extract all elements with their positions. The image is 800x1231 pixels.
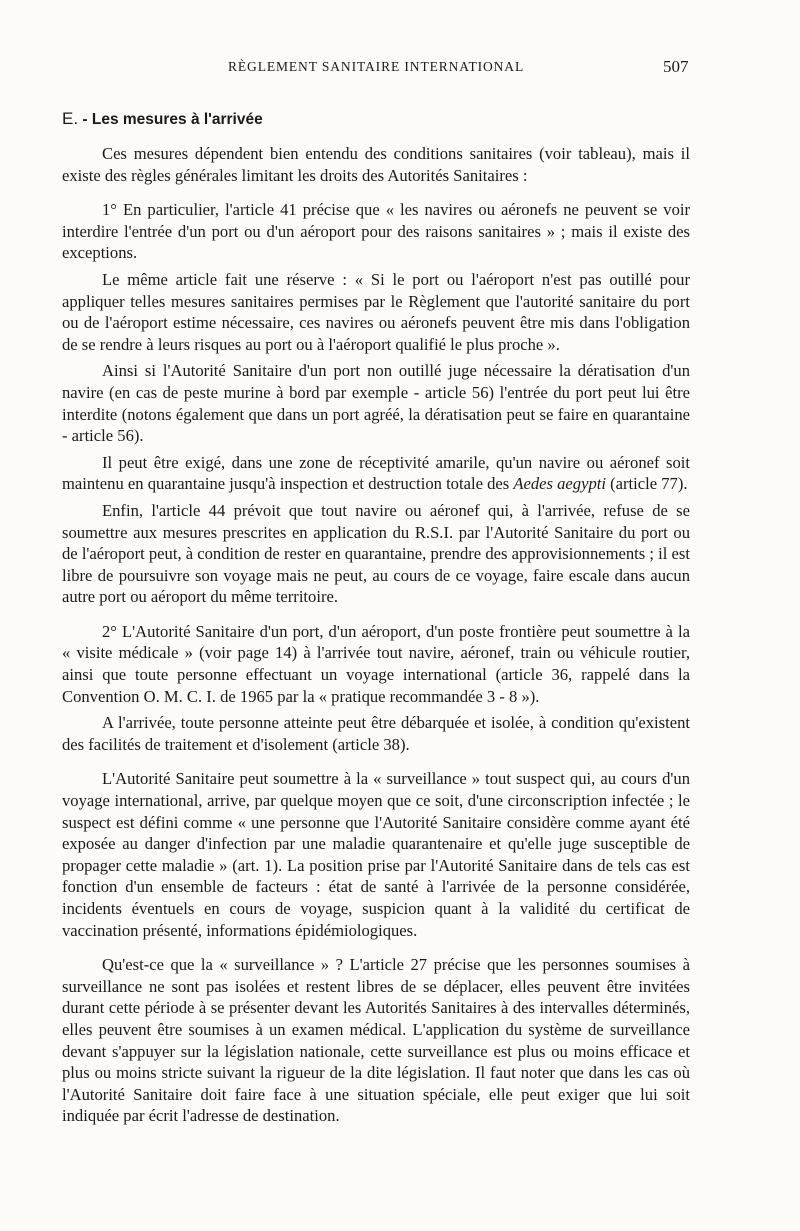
paragraph	[62, 452, 690, 495]
running-header	[0, 57, 800, 81]
paragraph: Ainsi si l'Autorité Sanitaire d'un port non outillé juge nécessaire la dératisation d'un navire (en cas de peste murine à bord par exemple - article 56) l'entrée du port peut lui être interdite (notons également que dans un port agréé, la dératisation peut se faire en quarantaine - article 56).	[62, 361, 690, 446]
paragraph-text: Il peut être exigé, dans une zone de réceptivité amarile, qu'un navire ou aéronef soit maintenu en quarantaine jusqu'à inspection et destruction totale des	[62, 452, 690, 494]
paragraph: 1° En particulier, l'article 41 précise que « les navires ou aéronefs ne peuvent se voir interdire l'entrée d'un port ou d'un aéroport pour des raisons sanitaires » ; mais il existe des exceptions.	[62, 200, 690, 263]
species-name: Aedes aegypti	[513, 474, 606, 494]
running-title: RÈGLEMENT SANITAIRE INTERNATIONAL	[228, 59, 525, 74]
page-number: 507	[663, 57, 689, 76]
section-dash: -	[82, 111, 88, 128]
section-letter: E.	[62, 109, 79, 128]
body-text	[62, 108, 690, 1132]
paragraph: Qu'est-ce que la « surveillance » ? L'article 27 précise que les personnes soumises à surveillance ne sont pas isolées et restent libres de se déplacer, elles peuvent être invitées durant cette période à se présenter devant les Autorités Sanitaires à des intervalles déterminés, elles peuvent être soumises à un examen médical. L'application du système de surveillance devant s'appuyer sur la législation nationale, cette surveillance est plus ou moins efficace et plus ou moins stricte suivant la rigueur de la dite législation. Il faut noter que dans les cas où l'Autorité Sanitaire doit faire face à une situation spéciale, elle peut exiger que lui soit indiquée par écrit l'adresse de destination.	[62, 955, 690, 1126]
section-title: Les mesures à l'arrivée	[91, 111, 263, 128]
paragraph: Enfin, l'article 44 prévoit que tout navire ou aéronef qui, à l'arrivée, refuse de se soumettre aux mesures prescrites en application du R.S.I. par l'Autorité Sanitaire du port ou de l'aéroport peut, à condition de rester en quarantaine, prendre des approvisionnements ; il est libre de poursuivre son voyage mais ne peut, au cours de ce voyage, faire escale dans aucun autre port ou aéroport du même territoire.	[62, 500, 690, 607]
paragraph: Le même article fait une réserve : « Si le port ou l'aéroport n'est pas outillé pour appliquer telles mesures sanitaires permises par le Règlement que l'autorité sanitaire du port ou de l'aéroport estime nécessaire, ces navires ou aéronefs peuvent être mis dans l'obligation de se rendre à leurs risques au port ou à l'aéroport qualifié le plus proche ».	[62, 269, 690, 354]
paragraph: L'Autorité Sanitaire peut soumettre à la « surveillance » tout suspect qui, au cours d'un voyage international, arrive, par quelque moyen que ce soit, d'une circonscription infectée ; le suspect est défini comme « une personne que l'Autorité Sanitaire considère comme ayant été exposée au danger d'infection par une maladie quarantenaire et qu'elle juge susceptible de propager cette maladie » (art. 1). La position prise par l'Autorité Sanitaire dans de tels cas est fonction d'un ensemble de facteurs : état de santé à l'arrivée de la personne considérée, incidents éventuels en cours de voyage, suspicion quant à la validité du certificat de vaccination présenté, informations épidémiologiques.	[62, 769, 690, 940]
paragraph: Ces mesures dépendent bien entendu des conditions sanitaires (voir tableau), mais il existe des règles générales limitant les droits des Autorités Sanitaires :	[62, 144, 690, 185]
paragraph: A l'arrivée, toute personne atteinte peut être débarquée et isolée, à condition qu'existent des facilités de traitement et d'isolement (article 38).	[62, 713, 690, 754]
paragraph-text: (article 77).	[605, 474, 688, 494]
paragraph: 2° L'Autorité Sanitaire d'un port, d'un aéroport, d'un poste frontière peut soumettre à la « visite médicale » (voir page 14) à l'arrivée tout navire, aéronef, train ou véhicule routier, ainsi que toute personne effectuant un voyage international (article 36, rappelé dans la Convention O. M. C. I. de 1965 par la « pratique recommandée 3 - 8 »).	[62, 621, 690, 706]
section-heading	[62, 108, 690, 131]
